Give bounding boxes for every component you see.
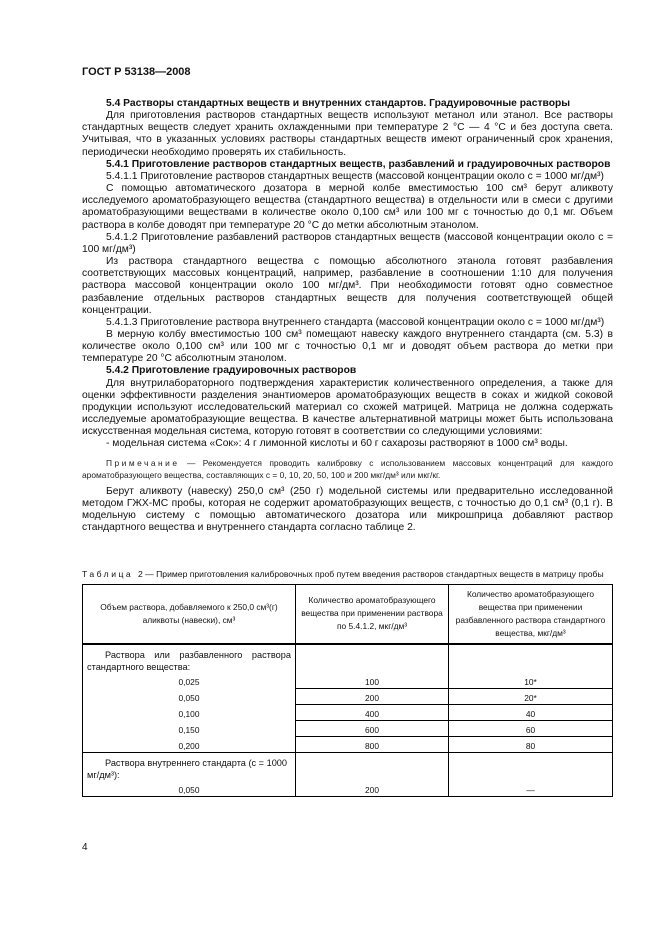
table-row bbox=[83, 736, 613, 752]
table-caption-text: 2 — Пример приготовления калибровочных проб путем введения растворов стандартных веществ в матрицу пробы bbox=[137, 569, 604, 580]
table-cell: 10* bbox=[449, 673, 613, 689]
table-cell: 400 bbox=[296, 704, 449, 720]
table-cell: 0,050 bbox=[83, 688, 296, 704]
section-5-4-2-list: - модельная система «Сок»: 4 г лимонной кислоты и 60 г сахарозы растворяют в 1000 см³ воды. bbox=[106, 438, 568, 450]
section-5-4-1-1-title: 5.4.1.1 Приготовление растворов стандартных веществ (массовой концентрации около с = 1000 мг/дм³) bbox=[106, 170, 604, 182]
table-row bbox=[83, 720, 613, 736]
table-cell: 100 bbox=[296, 673, 449, 689]
table-cell-empty bbox=[296, 644, 449, 673]
document-body bbox=[82, 98, 613, 797]
section-5-4-text: Для приготовления растворов стандартных веществ используют метанол или этанол. Все растворы стандартных веществ следует хранить охлажденными при температуре 2 °С — 4 °С и без доступа света. Учитывая, что в указанных условиях растворы стандартных веществ имеют ограниченный срок хранения, периодически необходимо проверять их стабильность. bbox=[82, 110, 613, 158]
note-text: — Рекомендуется проводить калибровку с использованием массовых концентраций для каждого ароматобразующего вещества, составляющих с = 0, 10, 20, 50, 100 и 200 мкг/дм³ или мкг/кг. bbox=[82, 457, 613, 480]
table-cell: 0,025 bbox=[83, 673, 296, 689]
section-5-4-1-title: 5.4.1 Приготовление растворов стандартных веществ, разбавлений и градуировочных растворов bbox=[106, 158, 611, 170]
table-caption bbox=[82, 569, 613, 581]
document-header: ГОСТ Р 53138—2008 bbox=[82, 66, 191, 78]
table-cell: 200 bbox=[296, 781, 449, 797]
table-cell-empty bbox=[296, 752, 449, 781]
table-header-cell: Количество ароматобразующего вещества при применении раствора по 5.4.1.2, мкг/дм³ bbox=[296, 584, 449, 644]
table-row bbox=[83, 781, 613, 797]
section-5-4-2-text2: Берут аликвоту (навеску) 250,0 см³ (250 г) модельной системы или предварительно исследованной методом ГЖХ-МС пробы, которая не содержит ароматобразующих веществ, с точностью до 0,1 см³ (0,1 г). В модельную систему с помощью автоматического дозатора или микрошприца добавляют раствор стандартного вещества и внутреннего стандарта согласно таблице 2. bbox=[82, 485, 613, 533]
table-cell: — bbox=[449, 781, 613, 797]
table-cell-empty bbox=[449, 752, 613, 781]
table-group-row bbox=[83, 752, 613, 781]
table-group-label: Раствора или разбавленного раствора стандартного вещества: bbox=[83, 644, 296, 673]
table-caption-label: Таблица bbox=[82, 569, 134, 580]
table-cell-empty bbox=[449, 644, 613, 673]
note bbox=[82, 457, 613, 481]
section-5-4-1-2-text: Из раствора стандартного вещества с помощью абсолютного этанола готовят разбавления соответствующих массовых концентраций, например, разбавление в соотношении 1:10 для получения раствора массовой концентрации около 100 мг/дм³. При необходимости готовят одно совместное разбавление отдельных растворов стандартных веществ для получения соответствующей общей концентрации. bbox=[82, 256, 613, 316]
table-group-row bbox=[83, 644, 613, 673]
section-5-4-1-2-title: 5.4.1.2 Приготовление разбавлений растворов стандартных веществ (массовой концентрации около с = 100 мг/дм³) bbox=[82, 231, 613, 255]
section-5-4-2-text: Для внутрилабораторного подтверждения характеристик количественного определения, а также для оценки эффективности разделения энантиомеров ароматобразующих веществ в соках и жидкой соковой продукции используют исследовательский материал со схожей матрицей. Матрица не должна содержать исследуемые ароматобразующие вещества. В качестве альтернативной матрицы может быть использована искусственная модельная система, которую готовят в соответствии со следующими условиями: bbox=[82, 377, 613, 438]
table-group-label bbox=[83, 752, 296, 781]
table-header-row bbox=[83, 584, 613, 644]
table-cell: 0,150 bbox=[83, 720, 296, 736]
note-label: Примечание bbox=[106, 457, 180, 468]
table-cell: 200 bbox=[296, 688, 449, 704]
table-cell: 800 bbox=[296, 736, 449, 752]
table-row bbox=[83, 673, 613, 689]
page-number: 4 bbox=[82, 842, 88, 853]
section-5-4-1-3-text: В мерную колбу вместимостью 100 см³ помещают навеску каждого внутреннего стандарта (см. 5.3) в количестве около 0,100 см³ или 100 мг с точностью 0,1 мг и доводят объем раствора до метки при температуре 20 °С абсолютным этанолом. bbox=[82, 328, 613, 365]
table-row bbox=[83, 688, 613, 704]
calibration-table bbox=[82, 584, 613, 797]
table-cell: 60 bbox=[449, 720, 613, 736]
table-header-cell: Количество ароматобразующего вещества при применении разбавленного раствора стандартного вещества, мкг/дм³ bbox=[449, 584, 613, 644]
section-5-4-2-title: 5.4.2 Приготовление градуировочных растворов bbox=[106, 365, 357, 377]
section-5-4-1-1-text: С помощью автоматического дозатора в мерной колбе вместимостью 100 см³ берут аликвоту исследуемого ароматобразующего вещества (стандартного вещества) в отдельности или в смеси с другими ароматобразующими веществами в количестве около 0,100 см³ или 100 мг с точностью до 0,1 мг. Объем раствора в колбе доводят при температуре 20 °С до метки абсолютным этанолом. bbox=[82, 183, 613, 231]
table-cell: 0,050 bbox=[83, 781, 296, 797]
table-cell: 0,100 bbox=[83, 704, 296, 720]
table-cell: 20* bbox=[449, 688, 613, 704]
section-5-4-title: 5.4 Растворы стандартных веществ и внутренних стандартов. Градуировочные растворы bbox=[106, 98, 571, 109]
table-cell: 600 bbox=[296, 720, 449, 736]
table-group-label-text: Раствора внутреннего стандарта (с = 1000 мг/дм³): bbox=[87, 757, 288, 780]
section-5-4-1-3-title: 5.4.1.3 Приготовление раствора внутреннего стандарта (массовой концентрации около с = 1000 мг/дм³) bbox=[106, 316, 605, 328]
table-cell: 80 bbox=[449, 736, 613, 752]
table-cell: 40 bbox=[449, 704, 613, 720]
table-cell: 0,200 bbox=[83, 736, 296, 752]
table-row bbox=[83, 704, 613, 720]
table-header-cell: Объем раствора, добавляемого к 250,0 см³(г) аликвоты (навески), см³ bbox=[83, 584, 296, 644]
